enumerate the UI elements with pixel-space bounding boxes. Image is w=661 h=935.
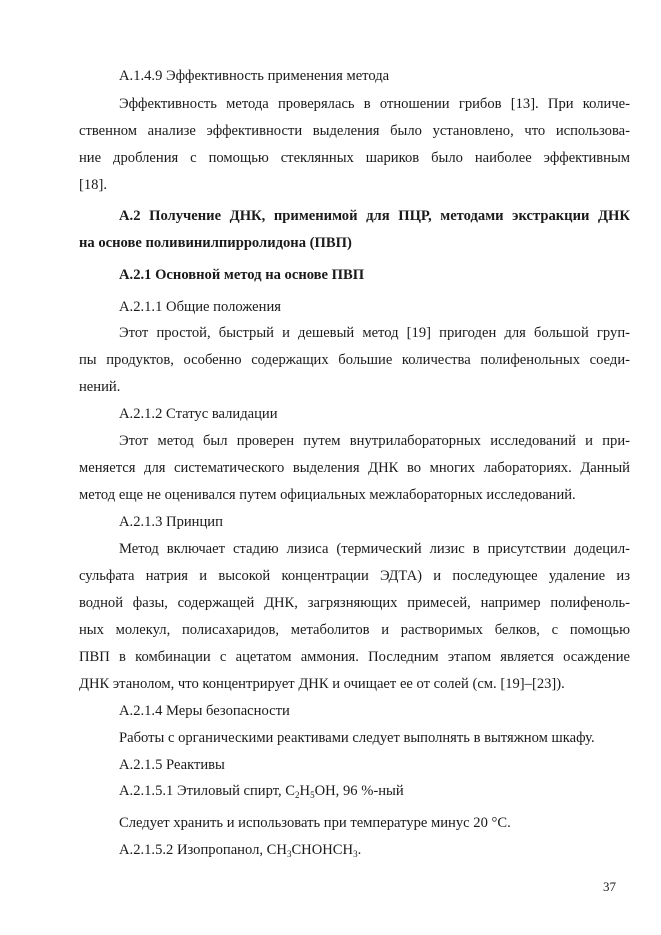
para-line: ПВП в комбинации с ацетатом аммония. Последним этапом является осаждение: [79, 649, 630, 665]
para-line: ние дробления с помощью стеклянных шариков было наиболее эффективным: [79, 150, 630, 166]
para-line: меняется для систематического выделения ДНК во многих лабораториях. Данный: [79, 460, 630, 476]
para-line: [18].: [79, 177, 107, 193]
reagent-ethanol-note: Следует хранить и использовать при температуре минус 20 °C.: [119, 815, 511, 831]
heading-a215: А.2.1.5 Реактивы: [119, 757, 225, 773]
para-line: Метод включает стадию лизиса (термический лизис в присутствии додецил-: [119, 541, 630, 557]
page-number: 37: [603, 879, 616, 894]
heading-a21: А.2.1 Основной метод на основе ПВП: [119, 267, 365, 283]
reagent-isopropanol: А.2.1.5.2 Изопропанол, $CH_3CHOHCH_3$.: [119, 842, 362, 859]
heading-a211: А.2.1.1 Общие положения: [119, 299, 281, 315]
heading-a213: А.2.1.3 Принцип: [119, 514, 223, 530]
para-line: метод еще не оценивался путем официальных межлабораторных исследований.: [79, 487, 576, 503]
para-line: пы продуктов, особенно содержащих большие количества полифенольных соеди-: [79, 352, 630, 368]
reagent-ethanol: А.2.1.5.1 Этиловый спирт, $C_2H_5OH$, 96 %-ный: [119, 783, 404, 800]
heading-a149: А.1.4.9 Эффективность применения метода: [119, 68, 390, 84]
para-line: ДНК этанолом, что концентрирует ДНК и очищает ее от солей (см. [19]–[23]).: [79, 676, 565, 692]
para-line: нений.: [79, 379, 121, 395]
para-line: Этот метод был проверен путем внутрилабораторных исследований и при-: [119, 433, 630, 449]
heading-a2: А.2 Получение ДНК, применимой для ПЦР, методами экстракции ДНК: [119, 208, 630, 224]
para-line: ственном анализе эффективности выделения было установлено, что использова-: [79, 123, 630, 139]
para-line: Эффективность метода проверялась в отношении грибов [13]. При количе-: [119, 96, 630, 112]
para-line: Этот простой, быстрый и дешевый метод [19] пригоден для большой груп-: [119, 325, 630, 341]
heading-a2-cont: на основе поливинилпирролидона (ПВП): [79, 235, 352, 251]
heading-a214: А.2.1.4 Меры безопасности: [119, 703, 290, 719]
para-line: Работы с органическими реактивами следует выполнять в вытяжном шкафу.: [119, 730, 595, 746]
para-line: ных молекул, полисахаридов, метаболитов и растворимых белков, с помощью: [79, 622, 630, 638]
para-line: водной фазы, содержащей ДНК, загрязняющих примесей, например полифеноль-: [79, 595, 630, 611]
para-line: сульфата натрия и высокой концентрации ЭДТА) и последующее удаление из: [79, 568, 630, 584]
heading-a212: А.2.1.2 Статус валидации: [119, 406, 278, 422]
